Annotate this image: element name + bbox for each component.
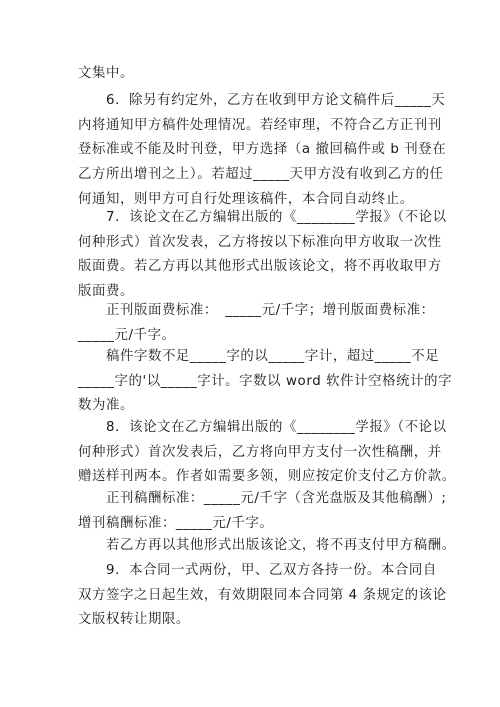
paragraph-republication bbox=[78, 534, 456, 559]
text-line: 8．该论文在乙方编辑出版的《________学报》（不论以 bbox=[78, 420, 447, 435]
text-line: 内将通知甲方稿件处理情况。若经审理，不符合乙方正刊刊 bbox=[78, 117, 442, 133]
paragraph-clause-6 bbox=[78, 89, 447, 213]
text-line: 何种形式）首次发表后，乙方将向甲方支付一次性稿酬，并 bbox=[78, 444, 442, 460]
text-line: 7．该论文在乙方编辑出版的《________学报》（不论以 bbox=[78, 210, 447, 225]
text-line: 正刊稿酬标准：_____元/千字（含光盘版及其他稿酬）; bbox=[78, 491, 447, 506]
paragraph-clause-9 bbox=[78, 559, 447, 633]
paragraph-continuation bbox=[78, 62, 426, 87]
paragraph-word-count-rule bbox=[78, 345, 453, 419]
text-line: 赠送样刊两本。作者如需要多领，则应按定价支付乙方价款。 bbox=[78, 469, 456, 485]
text-line: 数为准。 bbox=[78, 398, 134, 414]
text-line: 增刊稿酬标准：_____元/千字。 bbox=[78, 515, 274, 531]
text-line: 版面费。 bbox=[78, 284, 134, 300]
text-line: 正刊版面费标准： _____元/千字；增刊版面费标准： bbox=[78, 303, 435, 318]
paragraph-layout-fee-standard bbox=[78, 299, 435, 348]
paragraph-royalty-standard bbox=[78, 487, 447, 536]
text-line: 版面费。若乙方再以其他形式出版该论文，将不再收取甲方 bbox=[78, 259, 442, 275]
text-line: _____元/千字。 bbox=[78, 327, 176, 343]
text-line: 9．本合同一式两份，甲、乙双方各持一份。本合同自 bbox=[78, 563, 437, 578]
text-line: 6．除另有约定外，乙方在收到甲方论文稿件后_____天 bbox=[78, 93, 446, 108]
text-line: 若乙方再以其他形式出版该论文，将不再支付甲方稿酬。 bbox=[78, 538, 456, 553]
text-line: 登标准或不能及时刊登，甲方选择（a 撤回稿件或 b 刊登在 bbox=[78, 142, 447, 158]
paragraph-clause-7 bbox=[78, 206, 447, 305]
text-line: 文版权转让期限。 bbox=[78, 612, 190, 628]
text-line: 乙方所出增刊之上）。若超过_____天甲方没有收到乙方的任 bbox=[78, 167, 444, 183]
text-line: 双方签字之日起生效，有效期限同本合同第 4 条规定的该论 bbox=[78, 587, 447, 603]
text-line: 文集中。 bbox=[78, 66, 134, 81]
text-line: 稿件字数不足_____字的以_____字计，超过_____不足 bbox=[78, 349, 440, 364]
text-line: _____字的'以_____字计。字数以 word 软件计空格统计的字 bbox=[78, 373, 453, 389]
text-line: 何通知，则甲方可自行处理该稿件，本合同自动终止。 bbox=[78, 191, 414, 207]
paragraph-clause-8 bbox=[78, 416, 456, 490]
text-line: 何种形式）首次发表，乙方将按以下标准向甲方收取一次性 bbox=[78, 234, 442, 250]
